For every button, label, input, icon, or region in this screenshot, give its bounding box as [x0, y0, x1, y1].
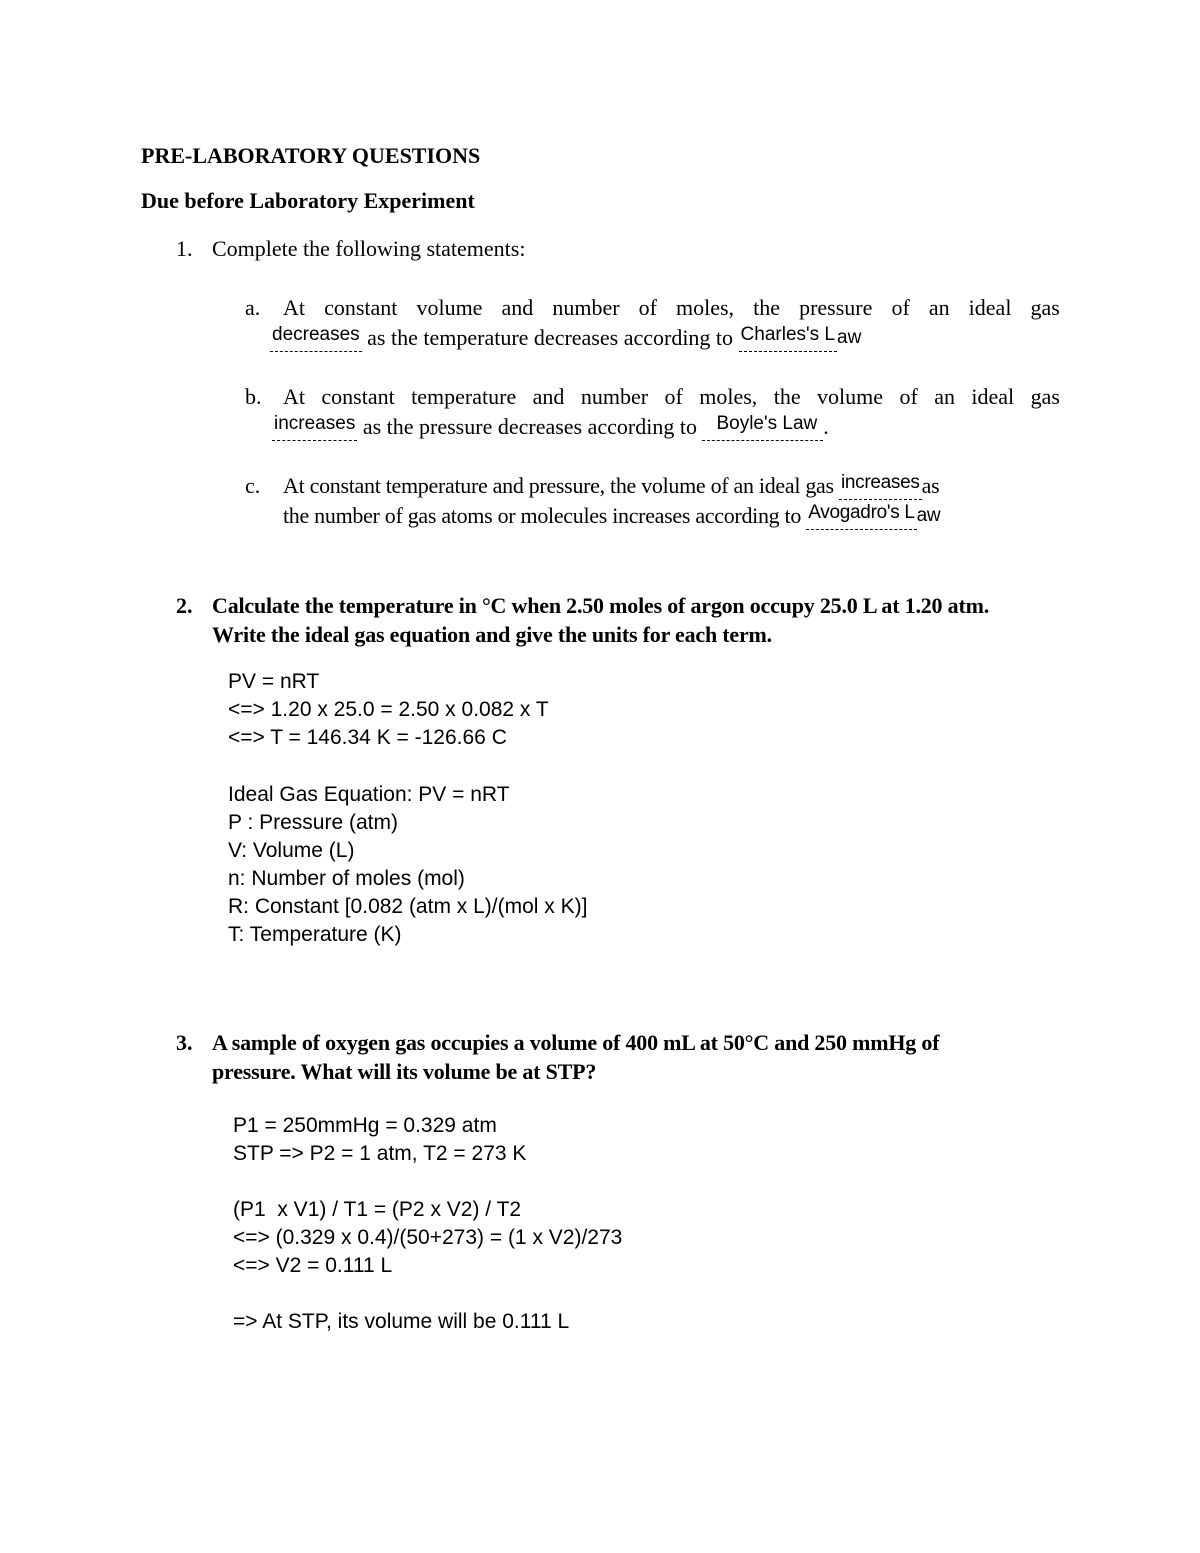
q2-term-line: P : Pressure (atm)	[228, 811, 398, 834]
q1b-line2: increases as the pressure decreases according to Boyle's Law .	[274, 413, 829, 439]
q1c-answer-blank[interactable]: increases	[839, 474, 922, 500]
q3-line1: A sample of oxygen gas occupies a volume of 400 mL at 50°C and 250 mmHg of	[212, 1030, 940, 1055]
q1b-answer-blank[interactable]: increases	[272, 415, 357, 441]
q3-work-line: P1 = 250mmHg = 0.329 atm	[233, 1114, 497, 1137]
q1-prompt: Complete the following statements:	[212, 236, 526, 261]
q3-work-line: <=> (0.329 x 0.4)/(50+273) = (1 x V2)/273	[233, 1226, 623, 1249]
q3-work-line: (P1 x V1) / T1 = (P2 x V2) / T2	[233, 1198, 522, 1221]
q1a-line2: decreases as the temperature decreases according to Charles's L aw	[272, 324, 862, 350]
q1a-law-blank[interactable]: Charles's L	[739, 326, 837, 352]
q2-work-line: PV = nRT	[228, 670, 320, 693]
q1b-line1: At constant temperature and number of moles, the volume of an ideal gas	[283, 384, 1060, 409]
q1c-law-blank[interactable]: Avogadro's L	[806, 504, 916, 530]
q2-term-line: R: Constant [0.082 (atm x L)/(mol x K)]	[228, 895, 588, 918]
q3-conclusion: => At STP, its volume will be 0.111 L	[233, 1310, 570, 1333]
page-title: PRE-LABORATORY QUESTIONS	[141, 143, 481, 168]
page-subtitle: Due before Laboratory Experiment	[141, 188, 475, 213]
q2-term-line: T: Temperature (K)	[228, 923, 402, 946]
q2-term-line: Ideal Gas Equation: PV = nRT	[228, 783, 510, 806]
q2-number: 2.	[176, 593, 193, 618]
q2-term-line: V: Volume (L)	[228, 839, 355, 862]
q1a-line1: At constant volume and number of moles, the pressure of an ideal gas	[283, 295, 1060, 320]
q3-work-line: <=> V2 = 0.111 L	[233, 1254, 393, 1277]
q1a-answer-blank[interactable]: decreases	[270, 326, 362, 352]
q3-number: 3.	[176, 1030, 193, 1055]
q2-line2: Write the ideal gas equation and give the units for each term.	[212, 622, 772, 647]
q2-work-line: <=> T = 146.34 K = -126.66 C	[228, 726, 507, 749]
q1-number: 1.	[176, 236, 193, 261]
q2-line1: Calculate the temperature in °C when 2.50 moles of argon occupy 25.0 L at 1.20 atm.	[212, 593, 989, 618]
q1b-law-blank[interactable]: Boyle's Law	[702, 415, 823, 441]
q1c-letter: c.	[245, 473, 261, 498]
q1c-line2: the number of gas atoms or molecules increases according to Avogadro's L aw	[283, 502, 941, 528]
q1b-letter: b.	[245, 384, 262, 409]
q2-work-line: <=> 1.20 x 25.0 = 2.50 x 0.082 x T	[228, 698, 549, 721]
q3-line2: pressure. What will its volume be at STP?	[212, 1059, 597, 1084]
q2-term-line: n: Number of moles (mol)	[228, 867, 465, 890]
q1a-letter: a.	[245, 295, 261, 320]
q3-work-line: STP => P2 = 1 atm, T2 = 273 K	[233, 1142, 527, 1165]
q1c-line1: At constant temperature and pressure, the volume of an ideal gas increasesas	[283, 472, 940, 498]
